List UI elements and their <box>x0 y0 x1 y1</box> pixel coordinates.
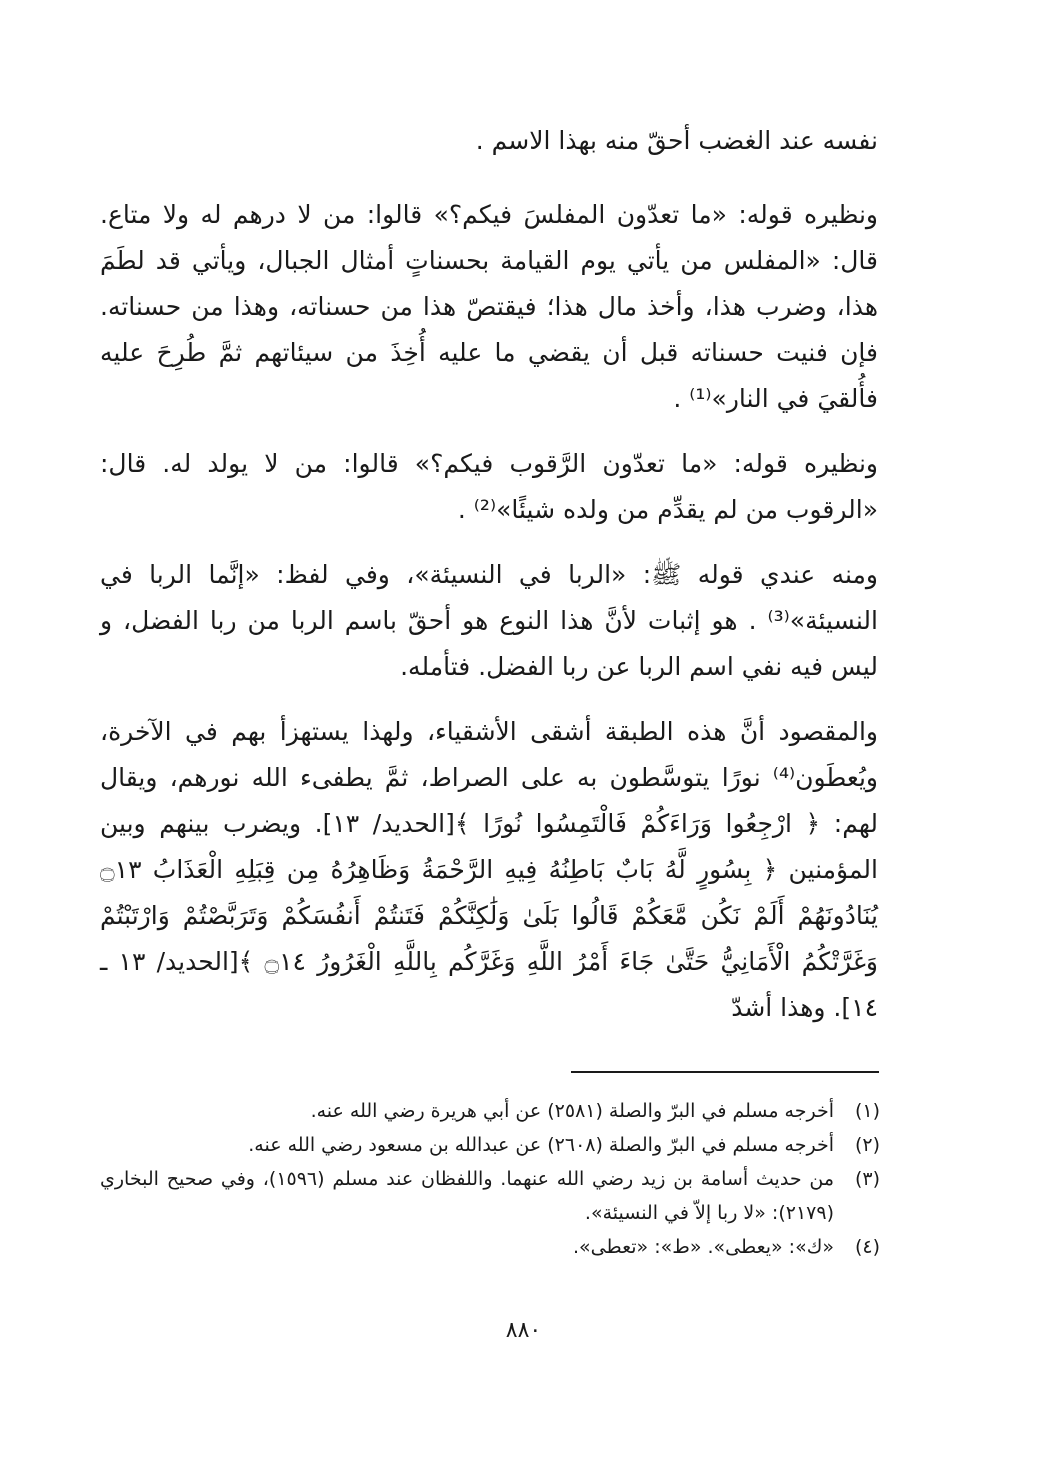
paragraph: ونظيره قوله: «ما تعدّون المفلسَ فيكم؟» قالوا: من لا درهم له ولا متاع. قال: «المفلس من يأتي يوم القيامة بحسناتٍ أمثال الجبال، ويأتي قد لطَمَ هذا، وضرب هذا، وأخذ مال هذا؛ فيقتصّ هذا من حسناته، وهذا من حسناته. فإن فنيت حسناته قبل أن يقضي ما عليه أُخِذَ من سيئاتهم ثمَّ طُرِحَ عليه فأُلقيَ في النار»⁽¹⁾ . <box>100 200 878 413</box>
footnote-text: «ك»: «يعطى». «ط»: «تعطى». <box>573 1236 834 1258</box>
footnote <box>100 1162 880 1230</box>
page-number: ٨٨٠ <box>505 1318 542 1343</box>
paragraph: نفسه عند الغضب أحقّ منه بهذا الاسم . <box>475 126 878 155</box>
footnote-number: (٤) <box>854 1236 880 1258</box>
footnote <box>100 1094 880 1128</box>
paragraph: ومنه عندي قوله ﷺ: «الربا في النسيئة»، وفي لفظ: «إنَّما الربا في النسيئة»⁽³⁾ . هو إثبات لأنَّ هذا النوع هو أحقّ باسم الربا من ربا الفضل، و ليس فيه نفي اسم الربا عن ربا الفضل. فتأمله. <box>100 560 878 681</box>
footnote-text: أخرجه مسلم في البرّ والصلة (٢٥٨١) عن أبي هريرة رضي الله عنه. <box>310 1100 834 1122</box>
paragraph: ونظيره قوله: «ما تعدّون الرَّقوب فيكم؟» قالوا: من لا يولد له. قال: «الرقوب من لم يقدِّم من ولده شيئًا»⁽²⁾ . <box>100 449 878 524</box>
footnote-separator <box>571 1071 879 1073</box>
footnote-number: (٣) <box>854 1168 880 1190</box>
footnote-text: من حديث أسامة بن زيد رضي الله عنهما. واللفظان عند مسلم (١٥٩٦)، وفي صحيح البخاري (٢١٧٩): «لا ربا إلاّ في النسيئة». <box>100 1168 834 1224</box>
main-text <box>100 118 878 1050</box>
footnotes <box>100 1094 880 1264</box>
footnote-text: أخرجه مسلم في البرّ والصلة (٢٦٠٨) عن عبدالله بن مسعود رضي الله عنه. <box>248 1134 834 1156</box>
footnote <box>100 1128 880 1162</box>
footnote-number: (٢) <box>854 1134 880 1156</box>
footnote-number: (١) <box>854 1100 880 1122</box>
paragraph: والمقصود أنَّ هذه الطبقة أشقى الأشقياء، ولهذا يستهزأ بهم في الآخرة، ويُعطَون⁽⁴⁾ نورًا يتوسَّطون به على الصراط، ثمَّ يطفىء الله نورهم، ويقال لهم: ﴿ ارْجِعُوا وَرَاءَكُمْ فَالْتَمِسُوا نُورًا ﴾[الحديد/ ١٣]. ويضرب بينهم وبين المؤمنين ﴿ بِسُورٍ لَّهُ بَابٌ بَاطِنُهُ فِيهِ الرَّحْمَةُ وَظَاهِرُهُ مِن قِبَلِهِ الْعَذَابُ ۝١٣ يُنَادُونَهُمْ أَلَمْ نَكُن مَّعَكُمْ قَالُوا بَلَىٰ وَلَٰكِنَّكُمْ فَتَنتُمْ أَنفُسَكُمْ وَتَرَبَّصْتُمْ وَارْتَبْتُمْ وَغَرَّتْكُمُ الْأَمَانِيُّ حَتَّىٰ جَاءَ أَمْرُ اللَّهِ وَغَرَّكُم بِاللَّهِ الْغَرُورُ ۝١٤ ﴾[الحديد/ ١٣ ـ ١٤]. وهذا أشدّ <box>100 717 878 1022</box>
footnote <box>100 1230 880 1264</box>
